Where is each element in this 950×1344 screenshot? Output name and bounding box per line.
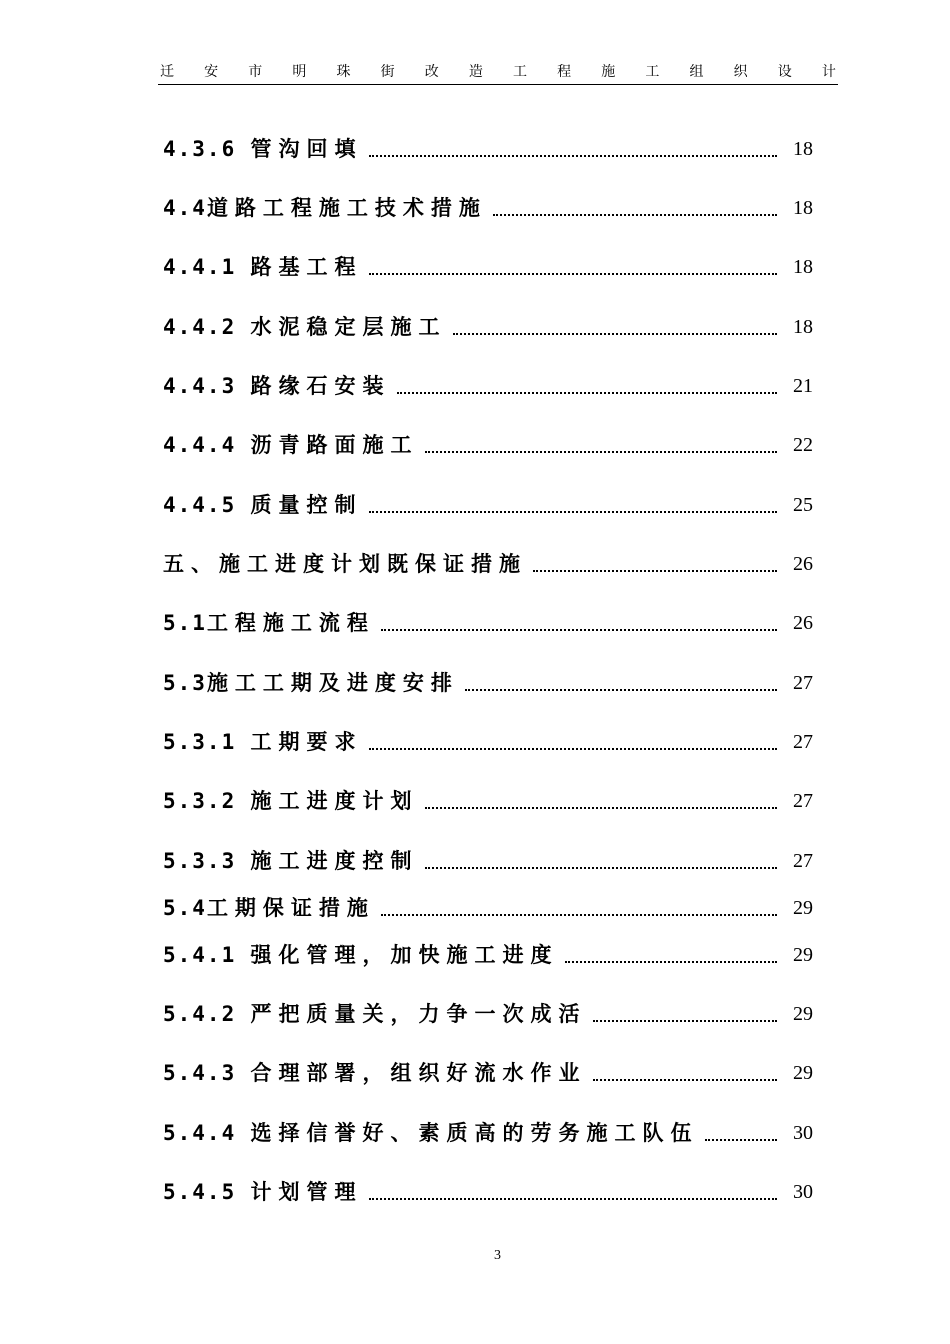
toc-entry-page: 27 xyxy=(793,731,813,753)
toc-entry-page: 27 xyxy=(793,850,813,872)
toc-entry-title xyxy=(163,371,391,401)
toc-entry[interactable] xyxy=(163,940,823,970)
toc-entry[interactable] xyxy=(163,1118,823,1148)
dot-leader xyxy=(397,392,777,394)
toc-entry-text: 计划管理 xyxy=(250,1179,363,1204)
toc-entry[interactable] xyxy=(163,727,823,757)
toc-entry-page: 18 xyxy=(793,197,813,219)
header-char: 工 xyxy=(645,64,660,80)
toc-entry-title xyxy=(163,846,419,876)
toc-entry-number: 5.4.2 xyxy=(163,1002,237,1026)
toc-entry-text: 选择信誉好、素质高的劳务施工队伍 xyxy=(250,1120,699,1145)
toc-entry-page: 29 xyxy=(793,1003,813,1025)
toc-entry-page: 27 xyxy=(793,672,813,694)
toc-entry-text: 质量控制 xyxy=(250,492,363,517)
toc-entry-text: 管沟回填 xyxy=(250,136,363,161)
header-char: 街 xyxy=(380,64,395,80)
toc-entry-text: 施工进度控制 xyxy=(250,848,419,873)
header-char: 织 xyxy=(733,64,748,80)
dot-leader xyxy=(465,689,777,691)
dot-leader xyxy=(493,214,777,216)
toc-entry[interactable] xyxy=(163,999,823,1029)
toc-entry[interactable] xyxy=(163,252,823,282)
toc-entry-page: 27 xyxy=(793,790,813,812)
toc-entry-text: 施工进度计划 xyxy=(250,788,419,813)
toc-entry-page: 30 xyxy=(793,1181,813,1203)
toc-entry-text: 施工工期及进度安排 xyxy=(206,670,459,695)
toc-entry-page: 21 xyxy=(793,375,813,397)
dot-leader xyxy=(381,914,777,916)
toc-entry[interactable] xyxy=(163,430,823,460)
dot-leader xyxy=(369,1198,777,1200)
toc-entry-title xyxy=(163,999,587,1029)
toc-entry[interactable] xyxy=(163,312,823,342)
header-char: 改 xyxy=(424,64,439,80)
toc-entry-title xyxy=(163,668,459,698)
toc-entry-number: 五、 xyxy=(163,551,219,576)
toc-entry-title xyxy=(163,1177,363,1207)
dot-leader xyxy=(593,1079,777,1081)
toc-entry-title xyxy=(163,1118,699,1148)
toc-entry-number: 4.3.6 xyxy=(163,137,237,161)
header-char: 组 xyxy=(689,64,704,80)
header-char: 安 xyxy=(204,64,219,80)
toc-entry[interactable] xyxy=(163,549,823,579)
header-rule xyxy=(158,84,838,85)
toc-entry-title xyxy=(163,1058,587,1088)
dot-leader xyxy=(369,155,777,157)
dot-leader xyxy=(533,570,777,572)
toc-entry-title xyxy=(163,608,375,638)
dot-leader xyxy=(593,1020,777,1022)
toc-entry[interactable] xyxy=(163,1058,823,1088)
toc-entry-text: 合理部署，组织好流水作业 xyxy=(250,1060,587,1085)
toc-entry[interactable] xyxy=(163,893,823,923)
header-char: 造 xyxy=(468,64,483,80)
running-header xyxy=(160,62,836,82)
toc-entry-text: 路缘石安装 xyxy=(250,373,391,398)
dot-leader xyxy=(705,1139,777,1141)
header-char: 明 xyxy=(292,64,307,80)
toc-entry[interactable] xyxy=(163,608,823,638)
toc-entry-text: 水泥稳定层施工 xyxy=(250,314,447,339)
toc-entry-text: 路基工程 xyxy=(250,254,363,279)
toc-entry-title xyxy=(163,727,363,757)
toc-entry-number: 4.4 xyxy=(163,196,207,220)
toc-entry-number: 4.4.1 xyxy=(163,255,237,279)
toc-entry[interactable] xyxy=(163,786,823,816)
header-char: 珠 xyxy=(336,64,351,80)
toc-entry-page: 29 xyxy=(793,897,813,919)
toc-entry-page: 22 xyxy=(793,434,813,456)
toc-entry-number: 4.4.5 xyxy=(163,493,237,517)
toc-entry-number: 4.4.4 xyxy=(163,433,237,457)
toc-entry-page: 29 xyxy=(793,944,813,966)
header-char: 迁 xyxy=(160,64,174,80)
toc-entry-text: 严把质量关，力争一次成活 xyxy=(250,1001,587,1026)
toc-entry-number: 5.4.1 xyxy=(163,943,237,967)
toc-entry-number: 5.4 xyxy=(163,896,207,920)
dot-leader xyxy=(369,511,777,513)
toc-entry-number: 4.4.3 xyxy=(163,374,237,398)
dot-leader xyxy=(565,961,777,963)
toc-entry-number: 5.3.1 xyxy=(163,730,237,754)
header-char: 市 xyxy=(248,64,263,80)
toc-entry-page: 18 xyxy=(793,138,813,160)
toc-entry[interactable] xyxy=(163,846,823,876)
toc-entry-page: 29 xyxy=(793,1062,813,1084)
toc-entry-number: 5.3 xyxy=(163,671,207,695)
toc-entry-title xyxy=(163,252,363,282)
toc-entry-text: 施工进度计划既保证措施 xyxy=(219,551,527,576)
header-char: 设 xyxy=(777,64,792,80)
toc-entry-page: 18 xyxy=(793,316,813,338)
toc-entry[interactable] xyxy=(163,193,823,223)
header-char: 施 xyxy=(601,64,616,80)
toc-entry-number: 5.1 xyxy=(163,611,207,635)
dot-leader xyxy=(369,748,777,750)
toc-entry[interactable] xyxy=(163,134,823,164)
toc-entry-number: 5.4.5 xyxy=(163,1180,237,1204)
toc-entry-number: 5.3.2 xyxy=(163,789,237,813)
toc-entry-text: 强化管理，加快施工进度 xyxy=(250,942,559,967)
toc-entry-title xyxy=(163,549,527,579)
toc-entry[interactable] xyxy=(163,668,823,698)
toc-entry-text: 道路工程施工技术措施 xyxy=(206,195,487,220)
dot-leader xyxy=(381,629,777,631)
toc-entry-title xyxy=(163,940,559,970)
toc-entry-page: 26 xyxy=(793,553,813,575)
page-number: 3 xyxy=(494,1248,501,1263)
header-char: 计 xyxy=(821,64,836,80)
dot-leader xyxy=(369,273,777,275)
header-char: 程 xyxy=(557,64,572,80)
toc-entry-title xyxy=(163,893,375,923)
toc-entry-text: 工期保证措施 xyxy=(206,895,375,920)
toc-entry-text: 沥青路面施工 xyxy=(250,432,419,457)
header-char: 工 xyxy=(513,64,527,80)
dot-leader xyxy=(425,451,777,453)
toc-entry-title xyxy=(163,786,419,816)
toc-entry-page: 18 xyxy=(793,256,813,278)
toc-entry[interactable] xyxy=(163,490,823,520)
toc-entry-title xyxy=(163,490,363,520)
toc-entry-title xyxy=(163,312,447,342)
toc-entry-text: 工程施工流程 xyxy=(206,610,375,635)
toc-entry-number: 4.4.2 xyxy=(163,315,237,339)
dot-leader xyxy=(453,333,777,335)
toc-entry-page: 30 xyxy=(793,1122,813,1144)
dot-leader xyxy=(425,807,777,809)
toc-entry-title xyxy=(163,430,419,460)
toc-entry-page: 26 xyxy=(793,612,813,634)
toc-entry-number: 5.3.3 xyxy=(163,849,237,873)
toc-entry-page: 25 xyxy=(793,494,813,516)
toc-entry-number: 5.4.4 xyxy=(163,1121,237,1145)
dot-leader xyxy=(425,867,777,869)
toc-entry[interactable] xyxy=(163,371,823,401)
toc-entry-text: 工期要求 xyxy=(250,729,363,754)
toc-entry[interactable] xyxy=(163,1177,823,1207)
toc-entry-title xyxy=(163,134,363,164)
toc-entry-number: 5.4.3 xyxy=(163,1061,237,1085)
toc-entry-title xyxy=(163,193,487,223)
